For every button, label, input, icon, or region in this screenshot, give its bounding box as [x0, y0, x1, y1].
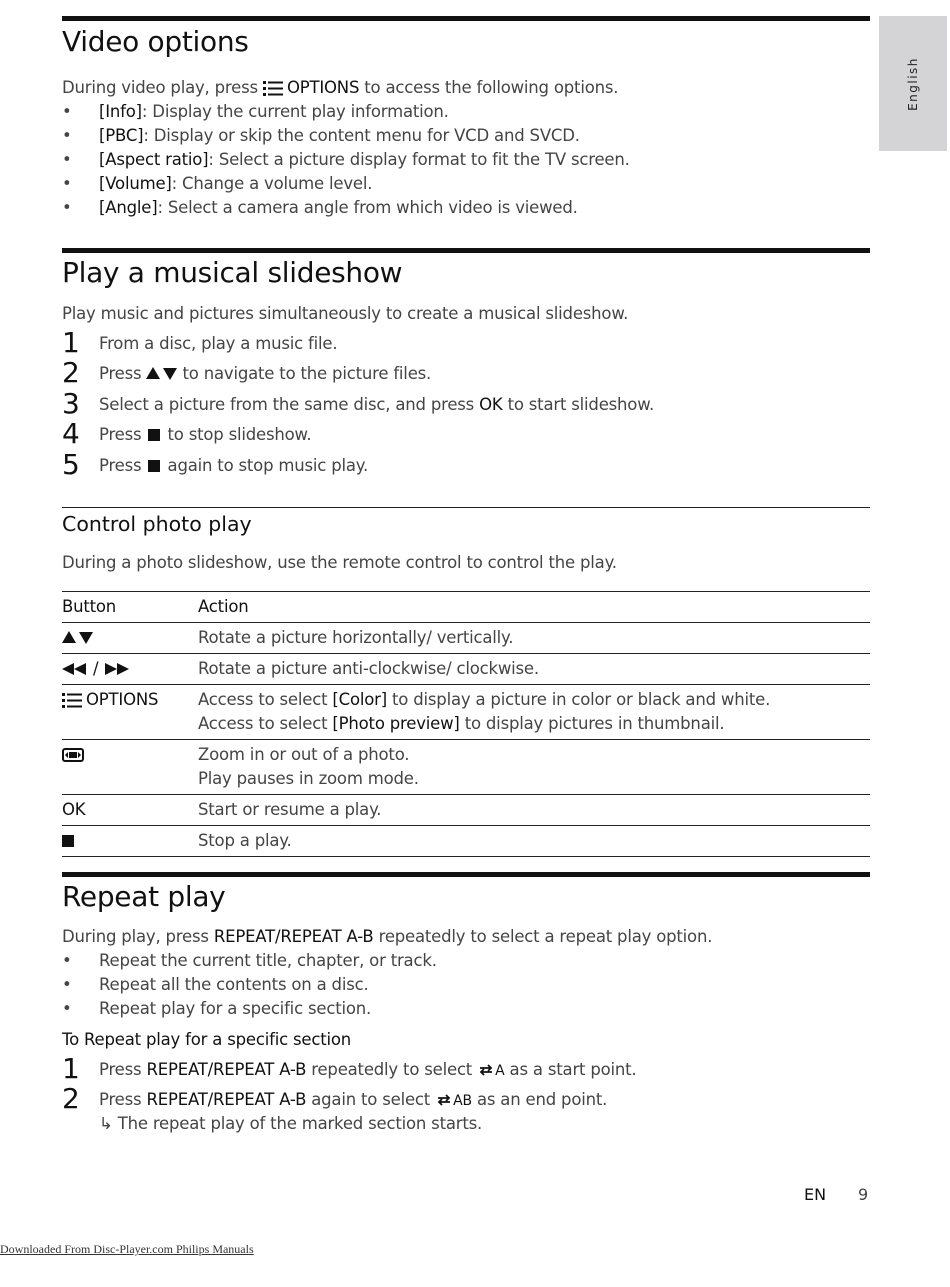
up-arrow-icon: [146, 367, 160, 379]
button-cell: [62, 740, 198, 795]
separator: /: [93, 659, 99, 678]
button-cell: [62, 685, 198, 740]
language-tab: [879, 16, 947, 151]
button-cell: [62, 654, 198, 685]
action-cell: [198, 740, 870, 795]
result-line: [99, 1114, 482, 1133]
menu-icon: [62, 693, 82, 708]
video-options-title: Video options: [62, 25, 249, 58]
action-cell: Stop a play.: [198, 826, 870, 857]
column-header: Action: [198, 592, 870, 623]
language-tab-label: English: [906, 56, 920, 111]
page-number: 9: [858, 1185, 869, 1204]
result-text: The repeat play of the marked section starts.: [117, 1114, 483, 1133]
zoom-icon: [62, 748, 84, 762]
download-link[interactable]: Downloaded From Disc-Player.com Philips Manuals: [0, 1242, 254, 1256]
section-rule: [62, 872, 870, 877]
rewind-icon: [62, 663, 88, 675]
repeat-subheading: To Repeat play for a specific section: [62, 1030, 352, 1049]
table-row: [62, 795, 870, 826]
button-cell: OK: [62, 795, 198, 826]
action-cell: Rotate a picture anti-clockwise/ clockwise.: [198, 654, 870, 685]
repeat-title: Repeat play: [62, 880, 226, 913]
table-header-row: [62, 592, 870, 623]
intro-text: to access the following options.: [359, 78, 619, 97]
menu-icon: [263, 81, 283, 96]
options-key-label: OPTIONS: [286, 78, 360, 97]
up-arrow-icon: [62, 631, 76, 643]
repeat-intro: During play, press REPEAT/REPEAT A-B repeatedly to select a repeat play option.: [62, 927, 713, 946]
fast-forward-icon: [103, 663, 129, 675]
action-line: Play pauses in zoom mode.: [198, 769, 419, 788]
stop-icon: [62, 835, 74, 847]
slideshow-intro: Play music and pictures simultaneously to create a musical slideshow.: [62, 304, 629, 323]
column-header: Button: [62, 592, 198, 623]
action-line: Zoom in or out of a photo.: [198, 745, 410, 764]
action-cell: Rotate a picture horizontally/ vertically.: [198, 623, 870, 654]
photo-play-title: Control photo play: [62, 512, 252, 536]
action-cell: [198, 685, 870, 740]
footer-lang: EN: [804, 1185, 827, 1204]
stop-icon: [148, 460, 160, 472]
action-line: Access to select [Photo preview] to display pictures in thumbnail.: [198, 714, 725, 733]
options-key-label: OPTIONS: [86, 690, 159, 709]
result-arrow-icon: ↳: [99, 1114, 113, 1133]
photo-play-intro: During a photo slideshow, use the remote control to control the play.: [62, 553, 617, 572]
table-row: [62, 740, 870, 795]
table-row: [62, 685, 870, 740]
video-options-intro: [62, 78, 618, 97]
down-arrow-icon: [163, 368, 177, 380]
section-rule: [62, 248, 870, 253]
intro-text: During video play, press: [62, 78, 263, 97]
table-row: [62, 654, 870, 685]
button-cell: [62, 826, 198, 857]
table-row: [62, 623, 870, 654]
section-rule: [62, 507, 870, 508]
photo-control-table: [62, 591, 870, 857]
action-line: Access to select [Color] to display a picture in color or black and white.: [198, 690, 771, 709]
repeat-icon: [477, 1064, 495, 1076]
stop-icon: [148, 429, 160, 441]
slideshow-title: Play a musical slideshow: [62, 256, 403, 289]
repeat-icon: [435, 1094, 453, 1106]
down-arrow-icon: [79, 632, 93, 644]
section-rule: [62, 16, 870, 21]
action-cell: Start or resume a play.: [198, 795, 870, 826]
button-cell: [62, 623, 198, 654]
table-row: [62, 826, 870, 857]
